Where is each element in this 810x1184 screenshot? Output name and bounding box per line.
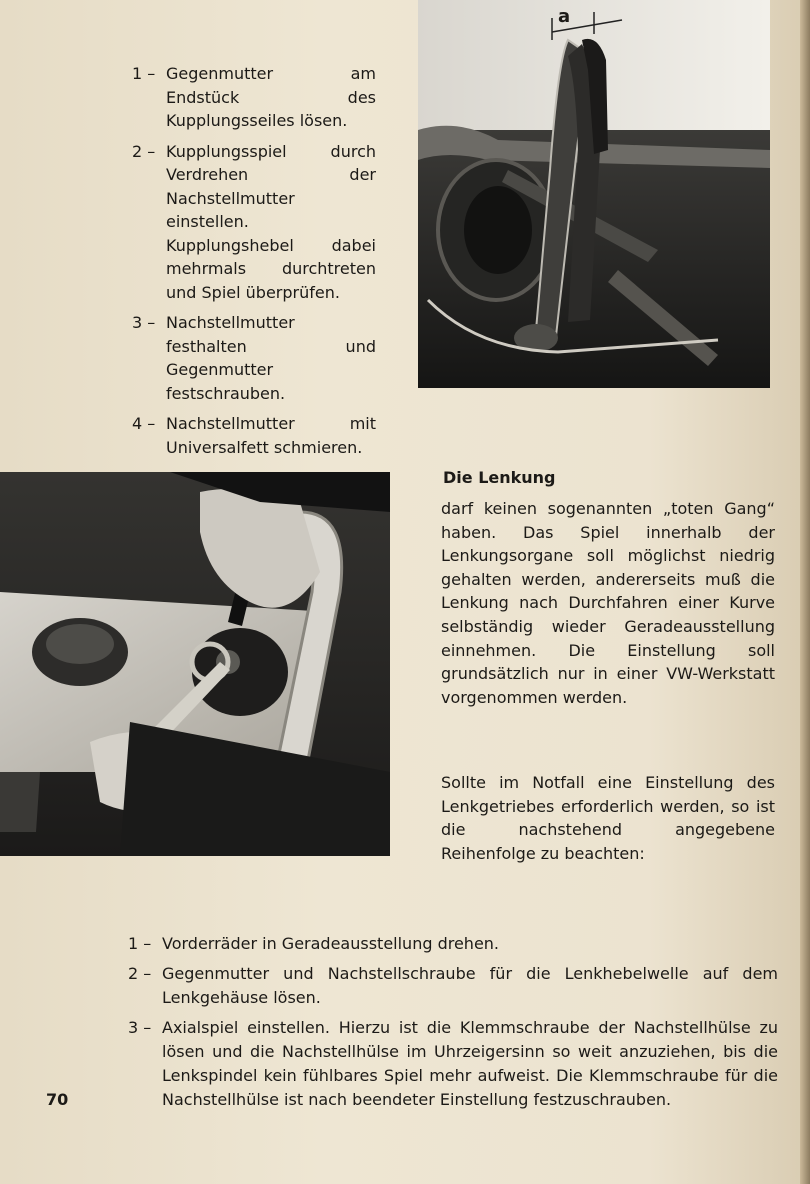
list-item (132, 62, 376, 133)
list-item (132, 412, 376, 459)
step-text: Axialspiel einstellen. Hierzu ist die Klemmschraube der Nachstellhülse zu lösen und die Nachstellhülse im Uhrzeigersinn so weit anzuziehen, bis die Lenkspindel kein fühlbares Spiel mehr aufweist. Die Klemmschraube für die Nachstellhülse ist nach beendeter Einstellung festzuschrauben. (162, 1018, 778, 1109)
steering-adjustment-illustration (0, 472, 390, 856)
step-number: 4 – (132, 414, 156, 433)
list-item (128, 962, 778, 1010)
steering-intro-paragraph: darf keinen sogenannten „toten Gang“ haben. Das Spiel innerhalb der Lenkungsorgane soll möglichst niedrig gehalten werden, andererseits muß die Lenkung nach Durchfahren einer Kurve selbständig wieder Geradeausstellung einnehmen. Die Einstellung soll grundsätzlich nur in einer VW-Werkstatt vorgenommen werden. (441, 499, 775, 707)
list-item (128, 1016, 778, 1112)
step-text: Nachstellmutter festhalten und Gegenmutter festschrauben. (166, 313, 376, 403)
steering-adjustment-photo (0, 472, 390, 856)
steering-emergency-paragraph: Sollte im Notfall eine Einstellung des Lenkgetriebes erforderlich werden, so ist die nachstehend angegebene Reihenfolge zu beachten: (441, 773, 775, 863)
section-heading: Die Lenkung (443, 468, 556, 487)
step-text: Nachstellmutter mit Universalfett schmieren. (166, 414, 376, 457)
clutch-adjustment-steps (132, 62, 376, 466)
clutch-pedal-photo (418, 0, 770, 388)
step-number: 2 – (128, 964, 152, 983)
step-text: Vorderräder in Geradeausstellung drehen. (162, 934, 500, 953)
step-number: 1 – (128, 934, 152, 953)
steering-adjustment-steps (128, 932, 778, 1118)
list-item (132, 311, 376, 405)
step-text: Gegenmutter am Endstück des Kupplungsseiles lösen. (166, 64, 376, 130)
list-item (128, 932, 778, 956)
page-edge-shadow (800, 0, 810, 1184)
step-text: Gegenmutter und Nachstellschraube für die Lenkhebelwelle auf dem Lenkgehäuse lösen. (162, 964, 778, 1007)
step-number: 3 – (128, 1018, 152, 1037)
dimension-label: a (558, 6, 571, 27)
list-item (132, 140, 376, 305)
step-text: Kupplungsspiel durch Verdrehen der Nachstellmutter einstellen. Kupplungshebel dabei mehrmals durchtreten und Spiel überprüfen. (166, 141, 376, 302)
page-number: 70 (46, 1090, 69, 1109)
step-number: 3 – (132, 313, 156, 332)
step-number: 2 – (132, 141, 156, 161)
clutch-pedal-illustration (418, 0, 770, 388)
step-number: 1 – (132, 64, 156, 83)
